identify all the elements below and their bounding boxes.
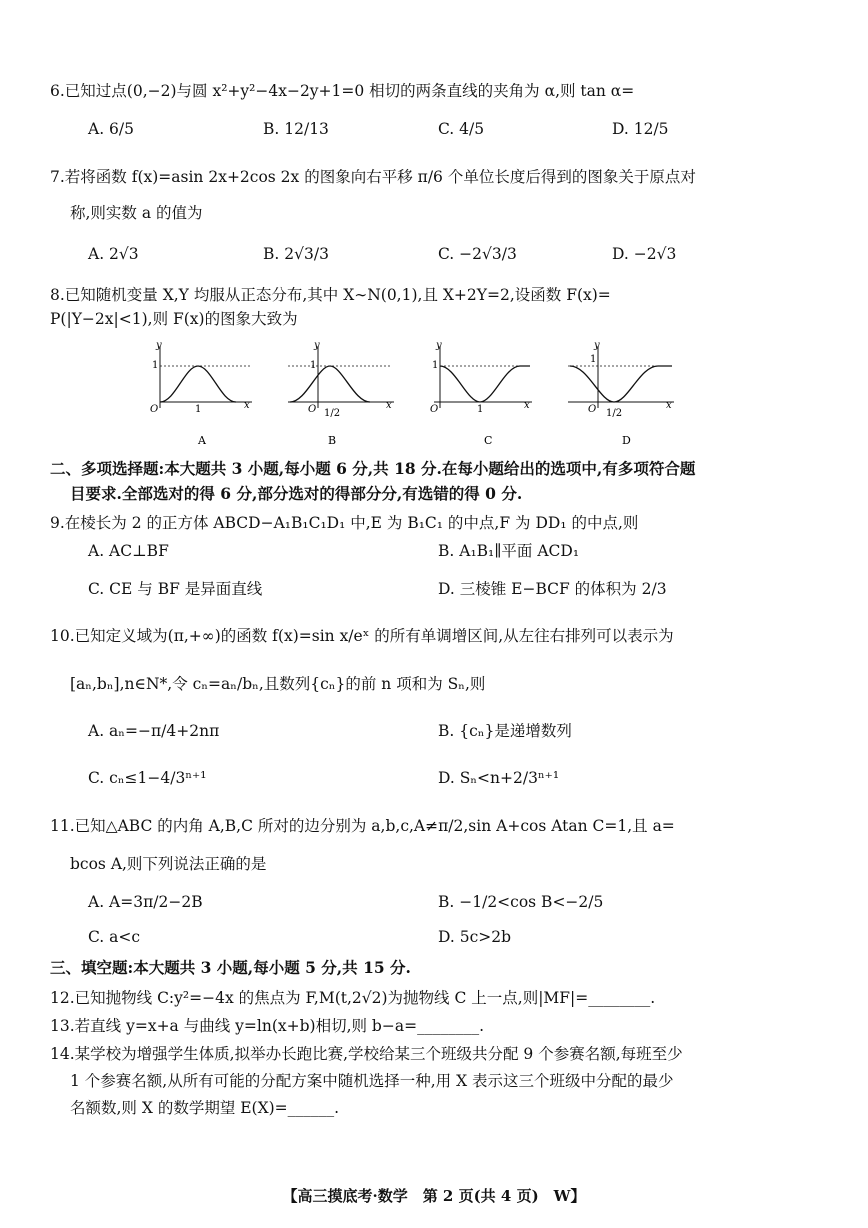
graph-b-y-label: y <box>314 340 320 351</box>
graph-c-caption: C <box>484 434 493 446</box>
q10-stem-1: 10.已知定义域为(π,+∞)的函数 f(x)=sin x/eˣ 的所有单调增区间,从左往右排列可以表示为 <box>50 627 674 645</box>
q11-option-d: D. 5c>2b <box>438 928 512 946</box>
q11-stem-1: 11.已知△ABC 的内角 A,B,C 所对的边分别为 a,b,c,A≠π/2,sin A+cos Atan C=1,且 a= <box>50 817 675 835</box>
graph-b-x-label: x <box>386 400 392 411</box>
q6-option-c: C. 4/5 <box>438 120 485 138</box>
q9-option-c: C. CE 与 BF 是异面直线 <box>88 580 263 598</box>
q6-stem: 6.已知过点(0,−2)与圆 x²+y²−4x−2y+1=0 相切的两条直线的夹角为 α,则 tan α= <box>50 82 635 100</box>
graph-b-tick-label: 1/2 <box>324 408 341 419</box>
graph-a-y-label: y <box>156 340 162 351</box>
q10-option-b: B. {cₙ}是递增数列 <box>438 722 572 740</box>
q9-option-a: A. AC⊥BF <box>88 542 169 560</box>
graph-c-x-label: x <box>524 400 530 411</box>
q11-option-c: C. a<c <box>88 928 141 946</box>
q9-option-d: D. 三棱锥 E−BCF 的体积为 2/3 <box>438 580 667 598</box>
q11-option-a: A. A=3π/2−2B <box>88 893 203 911</box>
q13-stem: 13.若直线 y=x+a 与曲线 y=ln(x+b)相切,则 b−a=________. <box>50 1017 484 1035</box>
graph-b-caption: B <box>328 434 337 446</box>
q9-option-b: B. A₁B₁∥平面 ACD₁ <box>438 542 580 560</box>
q7-option-b: B. 2√3/3 <box>263 245 329 263</box>
section-2-heading-2: 目要求.全部选对的得 6 分,部分选对的得部分分,有选错的得 0 分. <box>70 484 523 503</box>
q6-option-a: A. 6/5 <box>88 120 134 138</box>
graph-c-origin-label: O <box>430 404 439 415</box>
graph-d-caption: D <box>622 434 631 446</box>
graph-c-y-label: y <box>436 340 442 351</box>
q7-option-a: A. 2√3 <box>88 245 139 263</box>
q7-option-c: C. −2√3/3 <box>438 245 517 263</box>
q10-option-a: A. aₙ=−π/4+2nπ <box>88 722 220 740</box>
graph-b-curve <box>290 366 370 402</box>
graph-a-tick-label: 1 <box>195 404 202 415</box>
q9-stem: 9.在棱长为 2 的正方体 ABCD−A₁B₁C₁D₁ 中,E 为 B₁C₁ 的中点,F 为 DD₁ 的中点,则 <box>50 514 639 532</box>
q12-stem: 12.已知抛物线 C:y²=−4x 的焦点为 F,M(t,2√2)为抛物线 C 上一点,则|MF|=________. <box>50 989 656 1007</box>
graph-b <box>282 338 402 446</box>
page-footer: 【高三摸底考·数学 第 2 页(共 4 页) W】 <box>282 1187 586 1205</box>
graph-c <box>420 338 540 446</box>
q8-stem-2: P(|Y−2x|<1),则 F(x)的图象大致为 <box>50 310 298 328</box>
graph-d <box>562 338 682 446</box>
graph-d-y-label: y <box>594 340 600 351</box>
graph-a-one-label: 1 <box>152 360 159 371</box>
graph-d-one-label: 1 <box>590 354 597 365</box>
graph-c-curve <box>440 366 530 402</box>
q14-line-2: 1 个参赛名额,从所有可能的分配方案中随机选择一种,用 X 表示这三个班级中分配的最少 <box>70 1072 674 1090</box>
q11-stem-2: bcos A,则下列说法正确的是 <box>70 855 267 873</box>
q14-line-1: 14.某学校为增强学生体质,拟举办长跑比赛,学校给某三个班级共分配 9 个参赛名额,每班至少 <box>50 1045 683 1063</box>
graph-a-curve <box>160 366 236 402</box>
graph-c-one-label: 1 <box>432 360 439 371</box>
q11-option-b: B. −1/2<cos B<−2/5 <box>438 893 604 911</box>
q10-option-d: D. Sₙ<n+2/3ⁿ⁺¹ <box>438 769 560 787</box>
q10-option-c: C. cₙ≤1−4/3ⁿ⁺¹ <box>88 769 207 787</box>
section-3-heading: 三、填空题:本大题共 3 小题,每小题 5 分,共 15 分. <box>50 958 411 977</box>
q14-line-3: 名额数,则 X 的数学期望 E(X)=______. <box>70 1099 340 1117</box>
q7-stem-1: 7.若将函数 f(x)=asin 2x+2cos 2x 的图象向右平移 π/6 个单位长度后得到的图象关于原点对 <box>50 168 696 186</box>
q7-option-d: D. −2√3 <box>612 245 677 263</box>
graph-a-caption: A <box>198 434 206 446</box>
graph-a-x-label: x <box>244 400 250 411</box>
graph-c-tick-label: 1 <box>477 404 484 415</box>
q8-stem-1: 8.已知随机变量 X,Y 均服从正态分布,其中 X∼N(0,1),且 X+2Y=2,设函数 F(x)= <box>50 286 611 304</box>
q6-option-b: B. 12/13 <box>263 120 329 138</box>
graph-d-tick-label: 1/2 <box>606 408 623 419</box>
q10-stem-2: [aₙ,bₙ],n∈N*,令 cₙ=aₙ/bₙ,且数列{cₙ}的前 n 项和为 Sₙ,则 <box>70 675 486 693</box>
graph-b-origin-label: O <box>308 404 317 415</box>
graph-d-curve <box>570 366 672 402</box>
graph-a-origin-label: O <box>150 404 159 415</box>
section-2-heading-1: 二、多项选择题:本大题共 3 小题,每小题 6 分,共 18 分.在每小题给出的选项中,有多项符合题 <box>50 459 696 478</box>
q7-stem-2: 称,则实数 a 的值为 <box>70 204 203 222</box>
graph-b-one-label: 1 <box>310 360 317 371</box>
graph-d-x-label: x <box>666 400 672 411</box>
graph-a <box>140 338 260 446</box>
graph-d-origin-label: O <box>588 404 597 415</box>
q6-option-d: D. 12/5 <box>612 120 669 138</box>
